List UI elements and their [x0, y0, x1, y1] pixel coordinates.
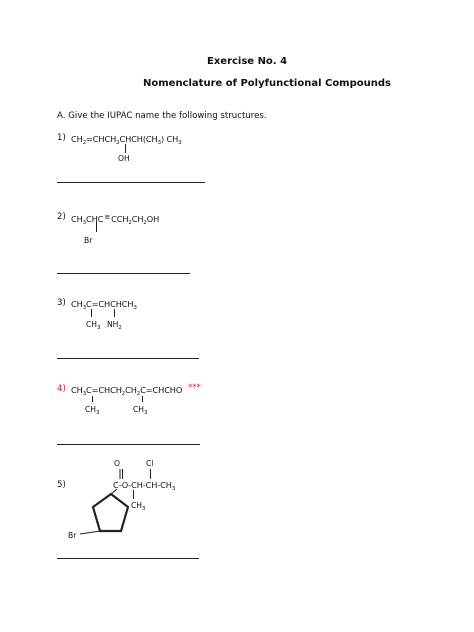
exercise-title: Exercise No. 4 — [207, 56, 288, 67]
question-4-substituent-ch3-1: $CH_3$ — [85, 405, 100, 416]
question-4-number: 4) — [57, 384, 66, 394]
question-5-number: 5) — [57, 480, 66, 490]
ring-attachment-bond — [111, 489, 117, 494]
question-3-formula: $CH_3C=CHCHCH_3$ — [71, 299, 137, 311]
question-5-formula: $C-O-CH-CH-CH_3$ — [113, 480, 176, 492]
question-5-substituent-ch3: $CH_3$ — [131, 501, 146, 512]
triple-bond-symbol: ≡ — [104, 213, 111, 221]
instruction-text: A. Give the IUPAC name the following structures. — [57, 111, 267, 121]
question-4-substituent-ch3-2: $CH_3$ — [133, 405, 148, 416]
question-1-number: 1) — [57, 133, 66, 143]
question-1-formula: $CH_2=CHCH_2CHCH(CH_3)$ $CH_3$ — [71, 134, 182, 146]
question-5-chlorine-label: Cl — [146, 459, 154, 468]
question-5-answer-line[interactable] — [57, 558, 199, 559]
question-1-substituent-oh: OH — [118, 154, 130, 163]
question-5-oxygen-label: O — [114, 459, 120, 468]
question-4-marker: *** — [188, 383, 201, 393]
bromine-bond — [80, 531, 100, 534]
question-3-substituent-ch3: $CH_3$ — [86, 320, 101, 331]
page-subtitle: Nomenclature of Polyfunctional Compounds — [143, 78, 391, 89]
question-3-substituent-nh2: $NH_2$ — [107, 320, 122, 331]
question-3-number: 3) — [57, 298, 66, 308]
question-4-formula: $CH_3C=CHCH_2CH_2C=CHCHO$ — [71, 385, 183, 397]
question-2-formula: $CH_3CHC\equiv CCH_2CH_2OH$ — [71, 213, 160, 226]
question-2-substituent-br: Br — [84, 236, 93, 245]
question-5-substituent-br: Br — [68, 531, 77, 540]
question-2-number: 2) — [57, 212, 66, 222]
cyclopentane-ring — [93, 494, 128, 531]
